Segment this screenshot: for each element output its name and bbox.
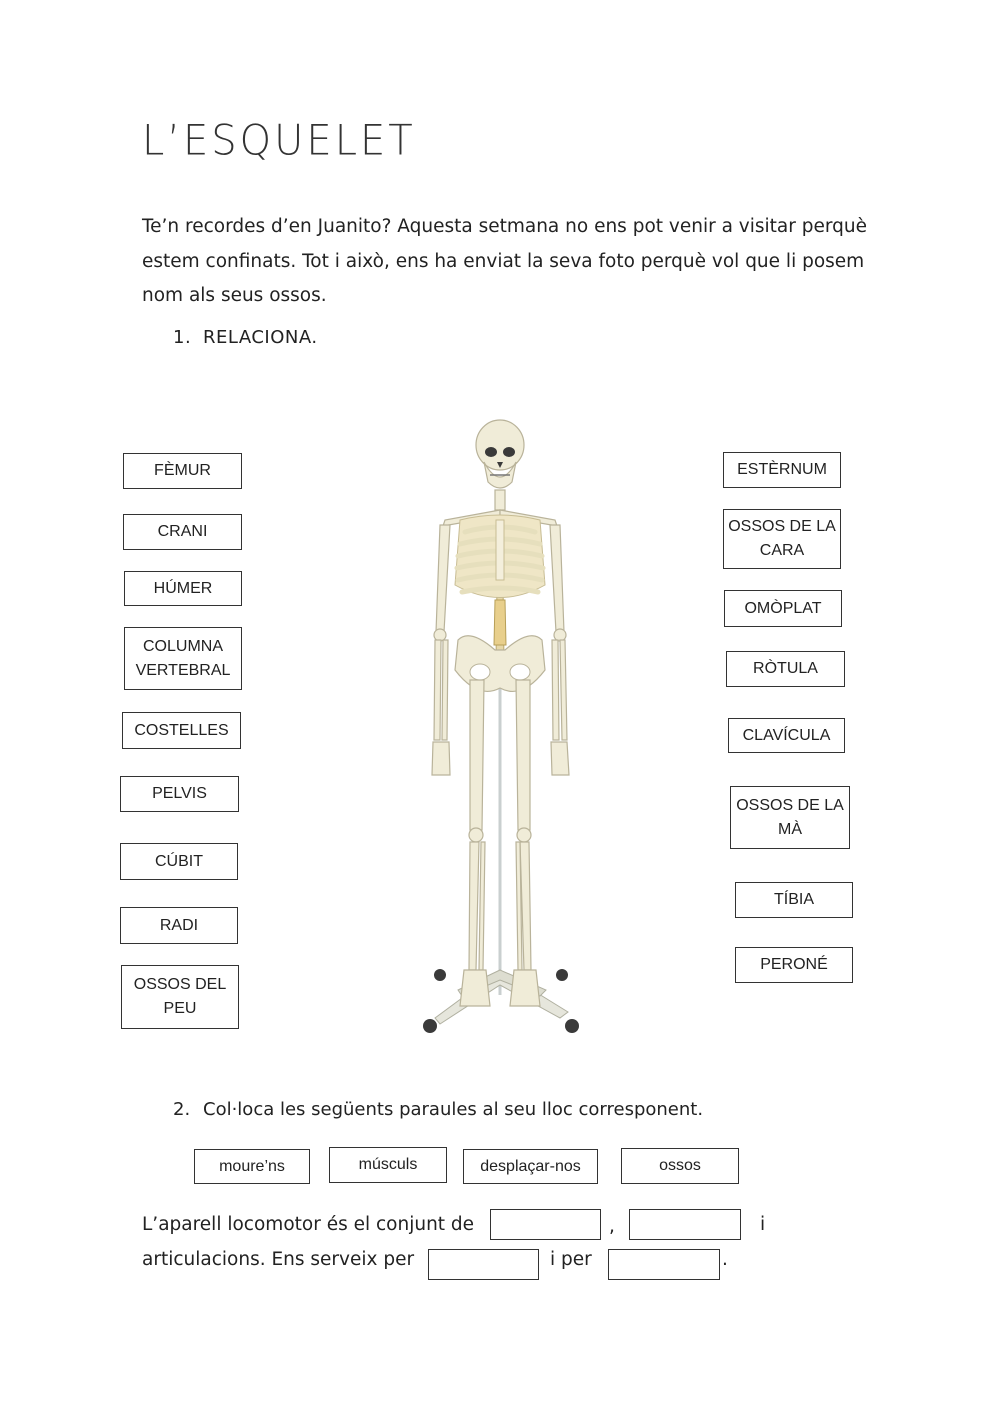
label-box[interactable]: OSSOS DE LA MÀ <box>730 786 850 849</box>
answer-blank-3[interactable] <box>428 1249 539 1280</box>
exercise-1-number: 1. <box>173 327 192 348</box>
answer-blank-1[interactable] <box>490 1209 601 1240</box>
comma-text: , <box>609 1216 615 1237</box>
exercise-1-instruction: RELACIONA. <box>203 327 318 348</box>
intro-paragraph: Te’n recordes d’en Juanito? Aquesta setmana no ens pot venir a visitar perquè estem confinats. Tot i això, ens ha enviat la seva foto perquè vol que li posem nom als seus ossos. <box>142 216 867 306</box>
answer-blank-4[interactable] <box>608 1249 720 1280</box>
exercise-1-heading <box>173 327 318 348</box>
sentence-part-2: articulacions. Ens serveix per <box>142 1249 415 1270</box>
exercise-2-number: 2. <box>173 1099 191 1120</box>
label-box[interactable]: TÍBIA <box>735 882 853 918</box>
and-text: i <box>760 1214 766 1235</box>
label-box[interactable]: CRANI <box>123 514 242 550</box>
label-box[interactable]: COLUMNA VERTEBRAL <box>124 627 242 690</box>
skeleton-image <box>340 410 660 1050</box>
label-box[interactable]: FÈMUR <box>123 453 242 489</box>
and-for-text: i per <box>550 1249 592 1270</box>
period-text: . <box>722 1249 728 1270</box>
word-chip[interactable]: desplaçar-nos <box>463 1149 598 1184</box>
label-box[interactable]: CLAVÍCULA <box>728 718 845 753</box>
page-title: L’ESQUELET <box>142 116 416 166</box>
label-box[interactable]: OSSOS DE LA CARA <box>723 509 841 569</box>
sentence-part-1: L’aparell locomotor és el conjunt de <box>142 1214 475 1235</box>
label-box[interactable]: OMÒPLAT <box>724 590 842 627</box>
word-chip[interactable]: músculs <box>329 1147 447 1183</box>
exercise-2-instruction: Col·loca les següents paraules al seu lloc corresponent. <box>203 1099 704 1120</box>
label-box[interactable]: HÚMER <box>124 571 242 606</box>
label-box[interactable]: OSSOS DEL PEU <box>121 965 239 1029</box>
label-box[interactable]: RÒTULA <box>726 651 845 687</box>
label-box[interactable]: CÚBIT <box>120 843 238 880</box>
label-box[interactable]: PERONÉ <box>735 947 853 983</box>
word-chip[interactable]: ossos <box>621 1148 739 1184</box>
label-box[interactable]: PELVIS <box>120 776 239 812</box>
label-box[interactable]: COSTELLES <box>122 712 241 749</box>
exercise-2-heading <box>173 1099 703 1120</box>
label-box[interactable]: ESTÈRNUM <box>723 452 841 488</box>
label-box[interactable]: RADI <box>120 907 238 944</box>
word-chip[interactable]: moure’ns <box>194 1149 310 1184</box>
answer-blank-2[interactable] <box>629 1209 741 1240</box>
